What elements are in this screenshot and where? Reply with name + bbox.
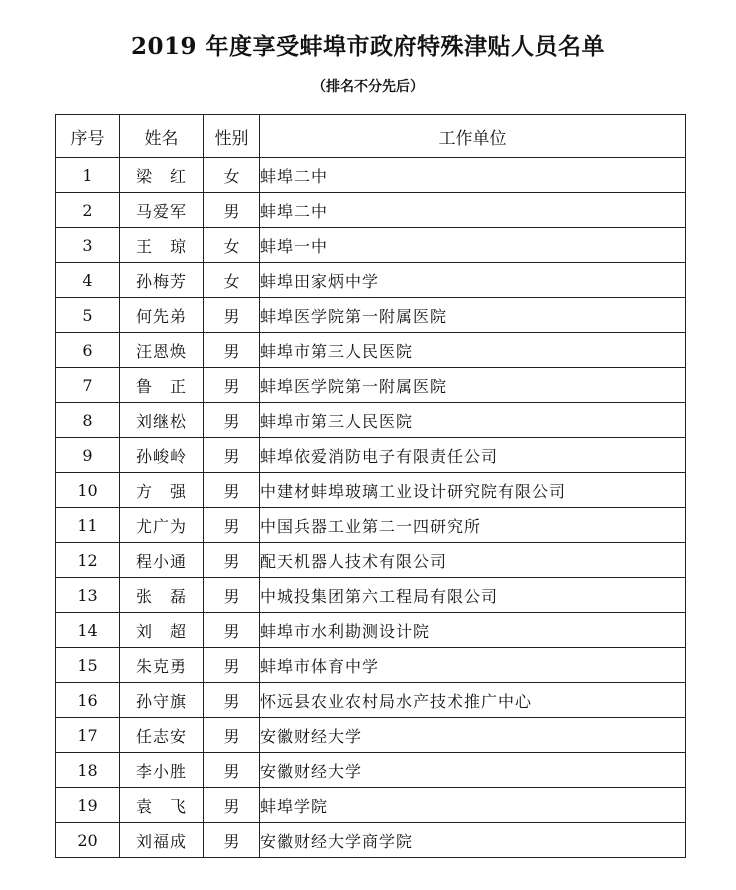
cell-workplace: 蚌埠田家炳中学 [260, 263, 686, 298]
table-row [56, 508, 686, 543]
cell-name: 刘继松 [120, 403, 204, 438]
table-row [56, 263, 686, 298]
table-row [56, 298, 686, 333]
cell-name: 方 强 [120, 473, 204, 508]
cell-index: 17 [56, 718, 120, 753]
table-row [56, 473, 686, 508]
cell-workplace: 安徽财经大学商学院 [260, 823, 686, 858]
header-workplace: 工作单位 [260, 115, 686, 158]
cell-gender: 男 [204, 298, 260, 333]
cell-name: 尤广为 [120, 508, 204, 543]
cell-name: 马爱军 [120, 193, 204, 228]
cell-gender: 男 [204, 753, 260, 788]
cell-workplace: 蚌埠学院 [260, 788, 686, 823]
cell-workplace: 蚌埠一中 [260, 228, 686, 263]
cell-name: 孙守旗 [120, 683, 204, 718]
cell-workplace: 蚌埠医学院第一附属医院 [260, 368, 686, 403]
document-title: 2019 年度享受蚌埠市政府特殊津贴人员名单 [130, 33, 606, 60]
cell-gender: 男 [204, 718, 260, 753]
roster-table [55, 114, 686, 858]
cell-gender: 女 [204, 263, 260, 298]
table-row [56, 718, 686, 753]
header-gender: 性别 [204, 115, 260, 158]
cell-gender: 男 [204, 473, 260, 508]
cell-index: 19 [56, 788, 120, 823]
cell-workplace: 蚌埠市体育中学 [260, 648, 686, 683]
cell-workplace: 中城投集团第六工程局有限公司 [260, 578, 686, 613]
cell-workplace: 蚌埠市水利勘测设计院 [260, 613, 686, 648]
table-row [56, 403, 686, 438]
cell-name: 任志安 [120, 718, 204, 753]
table-row [56, 543, 686, 578]
cell-workplace: 蚌埠市第三人民医院 [260, 333, 686, 368]
table-body [56, 158, 686, 858]
cell-name: 李小胜 [120, 753, 204, 788]
cell-index: 7 [56, 368, 120, 403]
table-row [56, 438, 686, 473]
cell-workplace: 蚌埠市第三人民医院 [260, 403, 686, 438]
cell-workplace: 配天机器人技术有限公司 [260, 543, 686, 578]
table-row [56, 368, 686, 403]
cell-gender: 男 [204, 788, 260, 823]
cell-gender: 男 [204, 648, 260, 683]
cell-gender: 男 [204, 368, 260, 403]
table-row [56, 753, 686, 788]
cell-index: 9 [56, 438, 120, 473]
cell-name: 鲁 正 [120, 368, 204, 403]
table-row [56, 683, 686, 718]
cell-name: 程小通 [120, 543, 204, 578]
cell-gender: 男 [204, 613, 260, 648]
cell-name: 梁 红 [120, 158, 204, 193]
table-row [56, 578, 686, 613]
cell-workplace: 安徽财经大学 [260, 753, 686, 788]
cell-name: 张 磊 [120, 578, 204, 613]
cell-name: 汪恩焕 [120, 333, 204, 368]
cell-workplace: 蚌埠医学院第一附属医院 [260, 298, 686, 333]
cell-name: 孙峻岭 [120, 438, 204, 473]
cell-index: 13 [56, 578, 120, 613]
cell-name: 朱克勇 [120, 648, 204, 683]
cell-gender: 男 [204, 508, 260, 543]
table-row [56, 788, 686, 823]
cell-name: 何先弟 [120, 298, 204, 333]
cell-index: 10 [56, 473, 120, 508]
header-name: 姓名 [120, 115, 204, 158]
table-row [56, 228, 686, 263]
cell-index: 16 [56, 683, 120, 718]
cell-name: 刘福成 [120, 823, 204, 858]
cell-index: 8 [56, 403, 120, 438]
cell-index: 12 [56, 543, 120, 578]
cell-workplace: 安徽财经大学 [260, 718, 686, 753]
cell-index: 1 [56, 158, 120, 193]
table-row [56, 193, 686, 228]
table-row [56, 648, 686, 683]
cell-index: 6 [56, 333, 120, 368]
cell-index: 15 [56, 648, 120, 683]
cell-gender: 男 [204, 403, 260, 438]
cell-workplace: 怀远县农业农村局水产技术推广中心 [260, 683, 686, 718]
table-row [56, 823, 686, 858]
cell-gender: 男 [204, 578, 260, 613]
cell-name: 袁 飞 [120, 788, 204, 823]
header-row [56, 115, 686, 158]
cell-index: 18 [56, 753, 120, 788]
cell-gender: 男 [204, 333, 260, 368]
header-index: 序号 [56, 115, 120, 158]
cell-index: 11 [56, 508, 120, 543]
cell-workplace: 蚌埠依爱消防电子有限责任公司 [260, 438, 686, 473]
cell-name: 刘 超 [120, 613, 204, 648]
cell-gender: 女 [204, 228, 260, 263]
cell-index: 4 [56, 263, 120, 298]
cell-gender: 男 [204, 683, 260, 718]
cell-index: 2 [56, 193, 120, 228]
cell-workplace: 中国兵器工业第二一四研究所 [260, 508, 686, 543]
cell-index: 5 [56, 298, 120, 333]
cell-name: 王 琼 [120, 228, 204, 263]
cell-workplace: 蚌埠二中 [260, 193, 686, 228]
cell-index: 3 [56, 228, 120, 263]
cell-gender: 男 [204, 543, 260, 578]
table-row [56, 333, 686, 368]
cell-workplace: 蚌埠二中 [260, 158, 686, 193]
cell-workplace: 中建材蚌埠玻璃工业设计研究院有限公司 [260, 473, 686, 508]
cell-gender: 女 [204, 158, 260, 193]
table-row [56, 613, 686, 648]
document-subtitle: （排名不分先后） [312, 79, 424, 95]
cell-name: 孙梅芳 [120, 263, 204, 298]
cell-index: 14 [56, 613, 120, 648]
cell-gender: 男 [204, 823, 260, 858]
table-row [56, 158, 686, 193]
table-header [56, 115, 686, 158]
cell-gender: 男 [204, 438, 260, 473]
cell-index: 20 [56, 823, 120, 858]
cell-gender: 男 [204, 193, 260, 228]
